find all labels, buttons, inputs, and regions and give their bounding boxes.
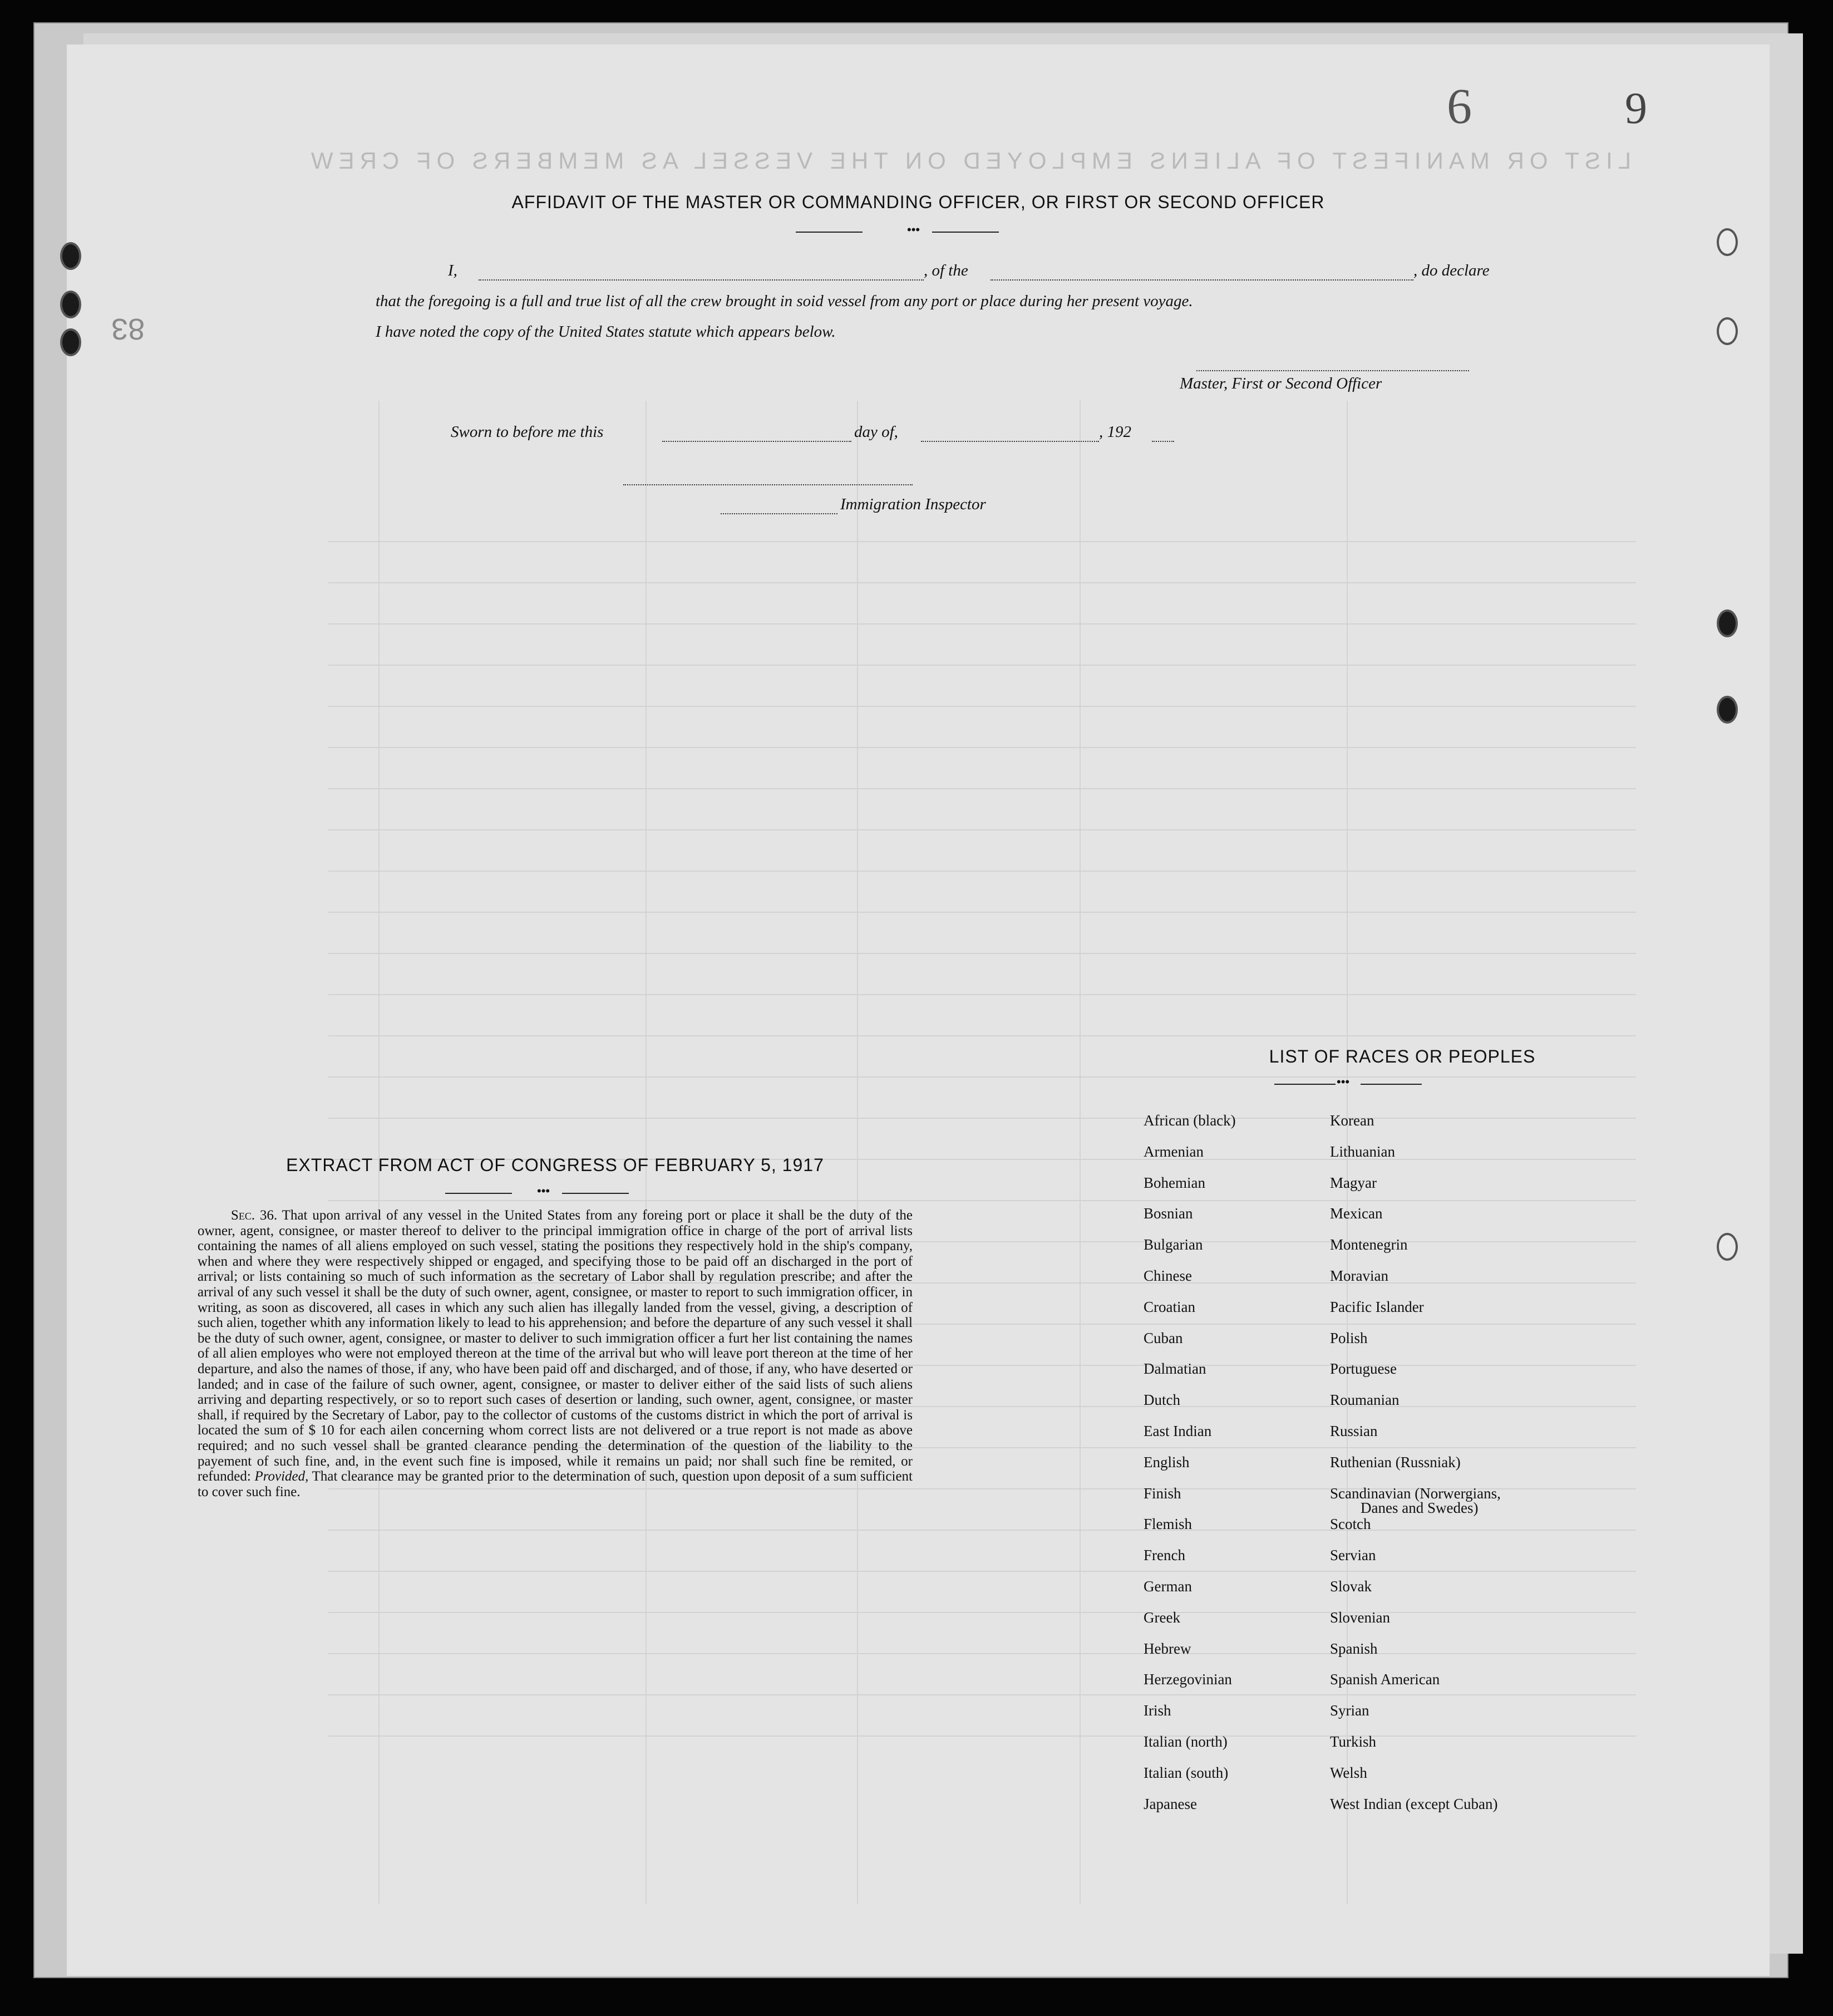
year-label: , 192 [1099, 423, 1131, 441]
race-item: West Indian (except Cuban) [1330, 1795, 1498, 1812]
signature-label: Master, First or Second Officer [1180, 375, 1382, 392]
race-item: Korean [1330, 1112, 1374, 1129]
punch-hole [1717, 609, 1738, 637]
affidavit-title: AFFIDAVIT OF THE MASTER OR COMMANDING OFFICER, OR FIRST OR SECOND OFFICER [511, 192, 1325, 212]
race-item: Herzegovinian [1144, 1671, 1232, 1688]
race-item: Ruthenian (Russniak) [1330, 1453, 1461, 1471]
ornament-rule [562, 1193, 629, 1194]
bleed-through-row [328, 872, 1636, 913]
affidavit-of-the: , of the [924, 262, 968, 279]
race-item: Roumanian [1330, 1391, 1400, 1409]
race-item: Bohemian [1144, 1174, 1205, 1191]
bleed-through-row [328, 789, 1636, 830]
race-item: Spanish [1330, 1640, 1378, 1657]
race-item: Croatian [1144, 1298, 1195, 1315]
master-name-field[interactable] [479, 279, 924, 281]
race-item: Irish [1144, 1702, 1171, 1719]
race-item: English [1144, 1453, 1190, 1471]
sworn-day-field[interactable] [662, 441, 851, 442]
race-item: Dutch [1144, 1391, 1180, 1409]
race-item: Chinese [1144, 1267, 1192, 1284]
section-number: 36. [260, 1208, 278, 1223]
races-right-column [1330, 1112, 1501, 1826]
race-item: Mexican [1330, 1205, 1383, 1222]
race-item: Italian (south) [1144, 1764, 1229, 1781]
sworn-month-field[interactable] [921, 441, 1099, 442]
ornament-dots: ••• [537, 1184, 550, 1198]
section-label: Sec. [231, 1208, 255, 1223]
affidavit-declare: , do declare [1413, 262, 1490, 279]
side-page-number: 83 [111, 312, 145, 346]
race-item: Slovenian [1330, 1609, 1390, 1626]
bleed-through-row [328, 707, 1636, 748]
punch-hole [60, 291, 81, 318]
bleed-through-row [328, 995, 1636, 1036]
manifest-page [67, 45, 1770, 1976]
ornament-rule [932, 232, 999, 233]
race-item: Slovak [1330, 1577, 1372, 1595]
inspector-signature-field[interactable] [623, 484, 913, 485]
master-signature-field[interactable] [1196, 370, 1469, 371]
race-item: Flemish [1144, 1516, 1193, 1533]
punch-hole [1717, 696, 1738, 724]
ornament-dots: ••• [1337, 1075, 1350, 1089]
ornament-rule [1274, 1084, 1336, 1085]
section-text: That upon arrival of any vessel in the United States from any foreing port or place it shall be the duty of the owner, agent, consignee, or master thereof to deliver to the principal immigration office in charge of the port of arrival lists containing the names of all aliens employed on such vessel, stating the positions they respectively hold in the ship's company, when and where they were respectively shipped or engaged, and specifying those to be paid off an discharged in the port of arrival; or lists containing so much of such information as the secretary of Labor shall by regulation prescribe; and after the arrival of any such vessel it shall be the duty of such owner, agent, consignee, or master to report to such immigration officer, in writing, as soon as discovered, all cases in which any such alien has illegally landed from the vessel, giving, a description of such alien, together whith any information likely to lead to his apprehension; and before the departure of any such vessel it shall be the duty of such owner, agent, consignee, or master to deliver to such immigration officer a furt her list containing the names of all alien employes who were not employed thereon at the time of the arrival but who will leave port thereon at the time of her departure, and also the names of those, if any, who have been paid off and discharged, and of those, if any, who have deserted or landed; and in case of the failure of such owner, agent, consignee, or master to deliver either of the said lists of such aliens arriving and departing respectively, or so to report such cases of desertion or landing, such owner, agent, consignee, or master shall, if required by the Secretary of Labor, pay to the collector of customs of the customs district in which the port of arrival is located the sum of $ 10 for each ailen concerning whom correct lists are not delivered or a true report is not made as above required; and no such vessel shall be granted clearance pending the determination of the question of the liability to the payement of such fine, and, in the event such fine is imposed, while it remains un paid; nor shall such fine be remited, or refunded: [198, 1208, 913, 1484]
races-left-column [1144, 1112, 1236, 1826]
vessel-name-field[interactable] [991, 279, 1413, 281]
race-item: Japanese [1144, 1795, 1197, 1812]
race-item: Pacific Islander [1330, 1298, 1424, 1315]
extract-title: EXTRACT FROM ACT OF CONGRESS OF FEBRUARY 5, 1917 [286, 1155, 824, 1175]
affidavit-statement: that the foregoing is a full and true list of all the crew brought in soid vessel from any port or place during her present voyage. [376, 292, 1193, 310]
race-item: Bulgarian [1144, 1236, 1203, 1253]
year-field[interactable] [1152, 441, 1174, 442]
bleed-through-title: LIST OR MANIFEST OF ALIENS EMPLOYED ON THE VESSEL AS MEMBERS OF CREW [305, 147, 1632, 174]
race-item: French [1144, 1547, 1185, 1564]
race-item: Syrian [1330, 1702, 1369, 1719]
race-item: African (black) [1144, 1112, 1236, 1129]
race-item: Greek [1144, 1609, 1180, 1626]
race-item: Turkish [1330, 1733, 1377, 1750]
sworn-label: Sworn to before me this [451, 423, 604, 441]
race-item: Russian [1330, 1422, 1378, 1439]
race-item: Italian (north) [1144, 1733, 1228, 1750]
bleed-through-row [328, 542, 1636, 583]
race-item: East Indian [1144, 1422, 1212, 1439]
bleed-through-row [328, 954, 1636, 995]
race-item: Armenian [1144, 1143, 1204, 1160]
race-item: Dalmatian [1144, 1360, 1206, 1378]
race-item: Welsh [1330, 1764, 1367, 1781]
race-item: Servian [1330, 1547, 1376, 1564]
punch-hole [60, 328, 81, 356]
race-item: Finish [1144, 1484, 1181, 1502]
bleed-through-row [328, 748, 1636, 789]
race-item: Bosnian [1144, 1205, 1193, 1222]
provided-word: Provided, [254, 1469, 309, 1484]
race-item: Scotch [1330, 1516, 1371, 1533]
race-item: Polish [1330, 1329, 1368, 1346]
punch-hole [60, 242, 81, 270]
race-item: Lithuanian [1330, 1143, 1395, 1160]
punch-hole [1717, 1233, 1738, 1261]
ornament-rule [445, 1193, 512, 1194]
bleed-through-row [328, 913, 1636, 954]
affidavit-statute-note: I have noted the copy of the United States statute which appears below. [376, 323, 836, 341]
race-item-continuation: Danes and Swedes) [1361, 1499, 1479, 1516]
inspector-label: Immigration Inspector [840, 495, 986, 513]
race-item: Portuguese [1330, 1360, 1397, 1378]
extract-body [198, 1208, 913, 1499]
punch-hole [1717, 317, 1738, 345]
inspector-name-field[interactable] [721, 513, 837, 514]
ornament-rule [1361, 1084, 1422, 1085]
race-item: Magyar [1330, 1174, 1377, 1191]
handwritten-mark: 6 [1447, 79, 1472, 134]
ornament-rule [796, 232, 863, 233]
bleed-through-row [328, 666, 1636, 707]
ornament-dots: ••• [907, 223, 920, 237]
race-item: Scandinavian (Norwergians, Danes and Swedes) [1330, 1484, 1501, 1516]
bleed-through-row [328, 625, 1636, 666]
race-item: Cuban [1144, 1329, 1183, 1346]
races-title: LIST OF RACES OR PEOPLES [1269, 1046, 1536, 1066]
race-item: Hebrew [1144, 1640, 1191, 1657]
race-item: Moravian [1330, 1267, 1388, 1284]
race-item: Spanish American [1330, 1671, 1440, 1688]
affidavit-i: I, [448, 262, 457, 279]
punch-hole [1717, 228, 1738, 256]
day-of-label: day of, [854, 423, 898, 441]
race-item: Montenegrin [1330, 1236, 1408, 1253]
bleed-through-row [328, 830, 1636, 872]
race-item: German [1144, 1577, 1192, 1595]
bleed-through-row [328, 583, 1636, 625]
section-text-end: That clearance may be granted prior to the determination of such, question upon deposit of a sum sufficient to cover such fine. [198, 1469, 913, 1499]
handwritten-mark: 9 [1625, 84, 1647, 133]
